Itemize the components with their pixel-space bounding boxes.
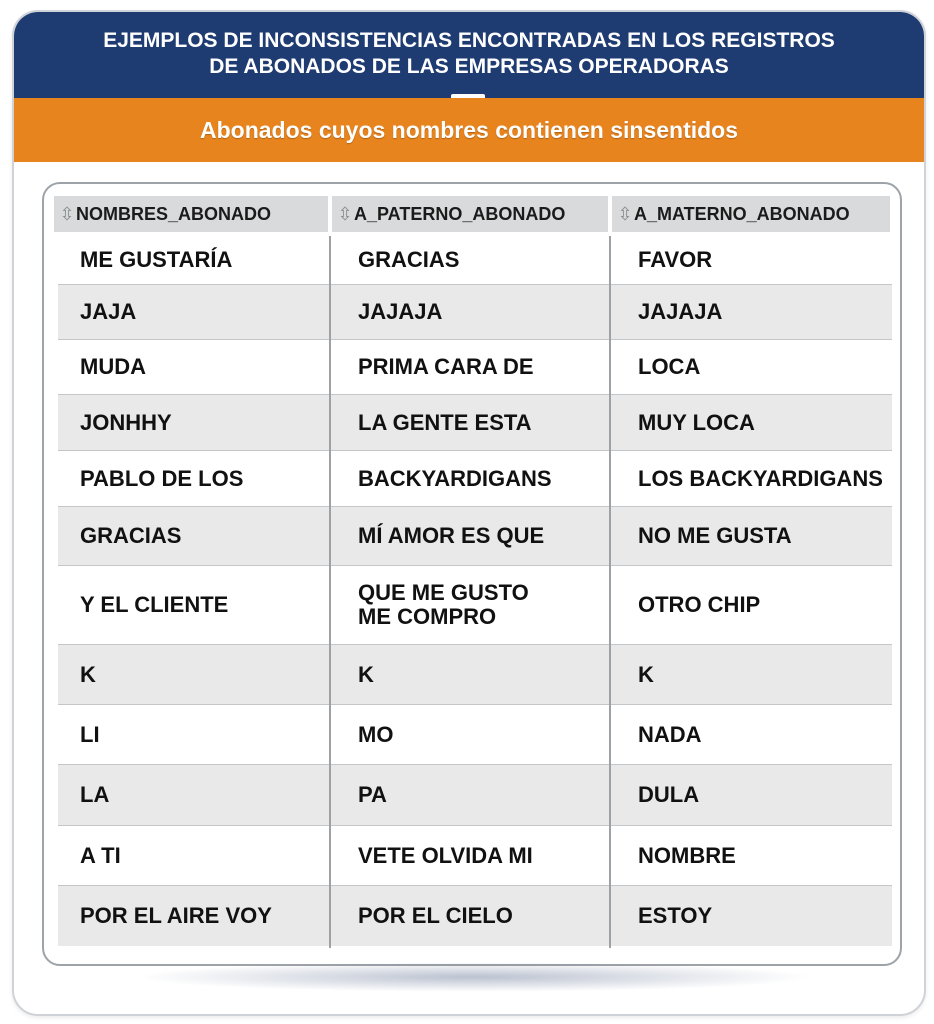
column-header-a-paterno[interactable] <box>332 196 608 232</box>
table-cell: A TI <box>80 842 121 868</box>
title-banner <box>14 12 924 98</box>
column-divider <box>329 236 331 948</box>
table-row <box>58 451 892 507</box>
column-header-label: NOMBRES_ABONADO <box>76 204 272 224</box>
sort-icon[interactable]: ⇳ <box>59 204 75 224</box>
subtitle: Abonados cuyos nombres contienen sinsentidos <box>199 117 739 143</box>
table-cell: POR EL AIRE VOY <box>80 903 272 928</box>
table-cell: LI <box>80 721 100 747</box>
column-header-label: A_PATERNO_ABONADO <box>354 204 566 224</box>
table-cell: JONHHY <box>80 409 172 435</box>
column-header-nombres[interactable] <box>54 196 328 232</box>
table-cell: ESTOY <box>638 903 713 928</box>
table-cell: K <box>80 661 96 687</box>
table-cell: MO <box>358 721 394 747</box>
table-cell: POR EL CIELO <box>358 903 513 928</box>
table-row <box>58 705 892 765</box>
subtitle-banner <box>14 98 924 162</box>
table-cell: DULA <box>638 782 700 807</box>
table-cell: LOCA <box>638 354 701 379</box>
table-cell: GRACIAS <box>358 247 460 272</box>
column-divider <box>609 236 611 948</box>
title-line-2: DE ABONADOS DE LAS EMPRESAS OPERADORAS <box>209 55 729 78</box>
table-cell: PABLO DE LOS <box>80 465 244 491</box>
sort-icon[interactable]: ⇳ <box>617 204 633 224</box>
table-row <box>58 826 892 886</box>
table-cell: NOMBRE <box>638 842 736 868</box>
table-row <box>58 236 892 285</box>
table-cell: JAJAJA <box>638 299 723 324</box>
table-cell: JAJA <box>80 299 137 324</box>
table-cell: MUDA <box>80 354 146 379</box>
table-drop-shadow <box>134 962 814 992</box>
table-cell: MUY LOCA <box>638 409 755 435</box>
table-row <box>58 765 892 826</box>
sort-icon[interactable]: ⇳ <box>337 204 353 224</box>
table-cell: BACKYARDIGANS <box>358 465 552 491</box>
title-line-1: EJEMPLOS DE INCONSISTENCIAS ENCONTRADAS EN LOS REGISTROS <box>103 29 835 52</box>
table-cell: PRIMA CARA DE <box>358 354 534 379</box>
table-row <box>58 395 892 451</box>
table-cell: NO ME GUSTA <box>638 523 792 548</box>
table-row <box>58 886 892 946</box>
table-cell: OTRO CHIP <box>638 592 761 617</box>
table-cell: LOS BACKYARDIGANS <box>638 465 883 491</box>
table-cell: FAVOR <box>638 247 713 272</box>
table-cell: PA <box>358 782 387 807</box>
data-table <box>42 182 902 966</box>
table-cell: Y EL CLIENTE <box>80 592 229 617</box>
table-cell: VETE OLVIDA MI <box>358 842 533 868</box>
column-header-a-materno[interactable] <box>612 196 890 232</box>
table-cell: LA <box>80 782 110 807</box>
table-row <box>58 507 892 566</box>
table-cell: ME GUSTARÍA <box>80 247 233 272</box>
table-cell: LA GENTE ESTA <box>358 409 532 435</box>
table-cell: JAJAJA <box>358 299 443 324</box>
column-header-label: A_MATERNO_ABONADO <box>634 204 850 224</box>
table-row <box>58 645 892 705</box>
table-cell: MÍ AMOR ES QUE <box>358 523 545 548</box>
table-row <box>58 566 892 645</box>
table-row <box>58 285 892 340</box>
infographic-card <box>12 10 926 1016</box>
table-cell: QUE ME GUSTO ME COMPRO <box>358 580 529 629</box>
table-cell: K <box>638 661 654 687</box>
table-cell: NADA <box>638 721 702 747</box>
table-cell: GRACIAS <box>80 523 182 548</box>
table-row <box>58 340 892 395</box>
table-cell: K <box>358 661 374 687</box>
